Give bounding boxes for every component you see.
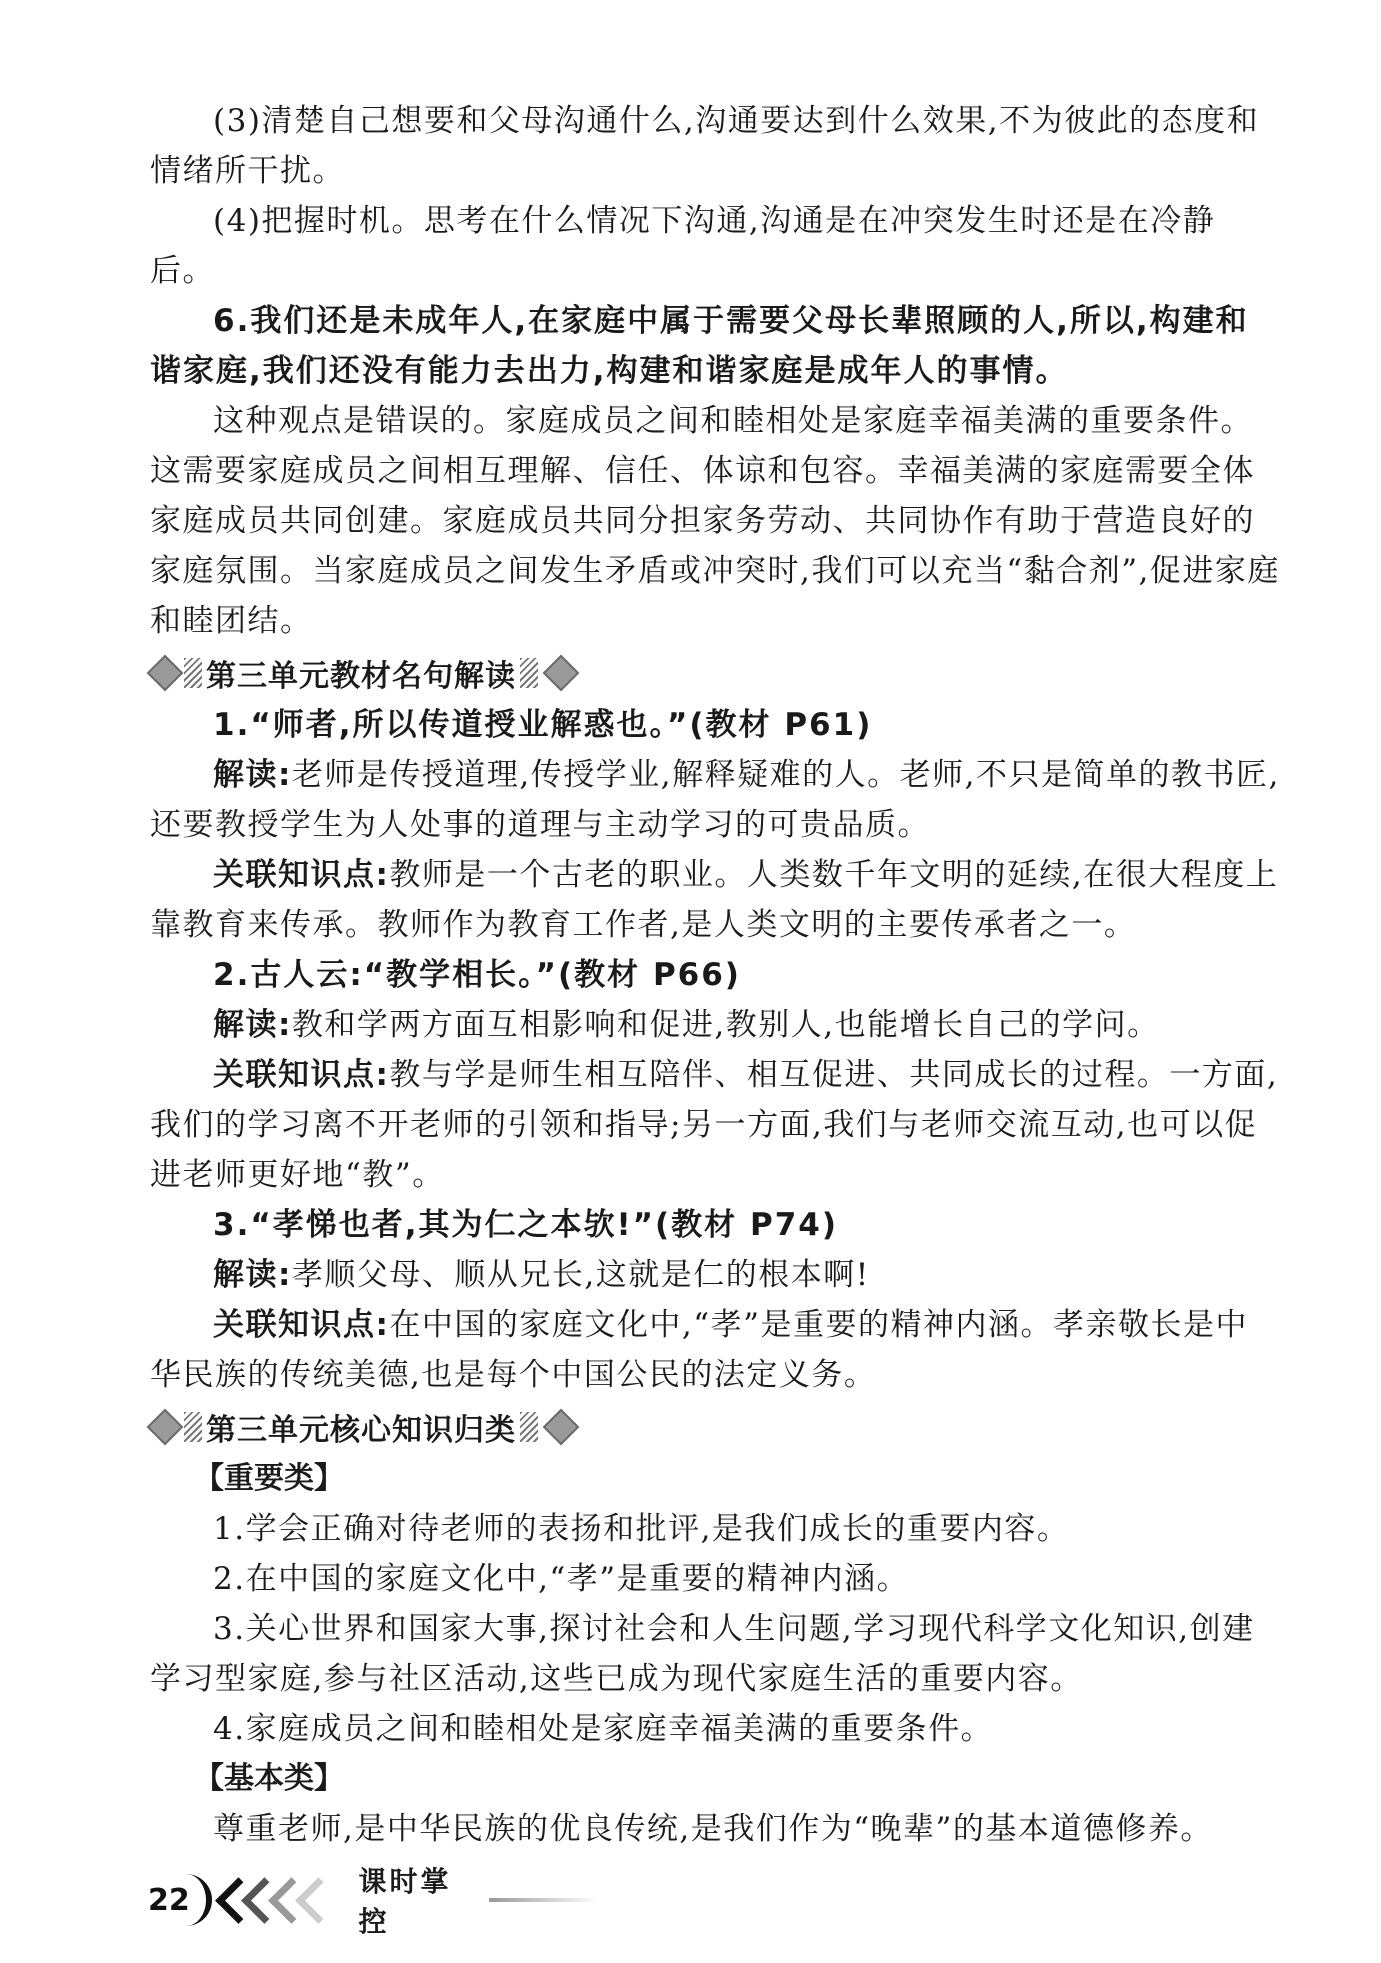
important-item: 2.在中国的家庭文化中,“孝”是重要的精神内涵。	[213, 1561, 910, 1597]
quote-3: 3.“孝悌也者,其为仁之本欤!”(教材 P74)	[213, 1207, 838, 1243]
section-header-quotes	[150, 648, 1280, 698]
important-item: 3.关心世界和国家大事,探讨社会和人生问题,学习现代科学文化知识,创建学习型家庭,参与社区活动,这些已成为现代家庭生活的重要内容。	[150, 1611, 1255, 1697]
interpretation-2	[150, 1000, 1280, 1050]
hatch-decoration	[184, 658, 202, 688]
knowledge-point-text: 在中国的家庭文化中,“孝”是重要的精神内涵。孝亲敬长是中华民族的传统美德,也是每个中国公民的法定义务。	[150, 1307, 1248, 1393]
chevron-left-icon	[295, 1877, 341, 1923]
quote-2: 2.古人云:“教学相长。”(教材 P66)	[213, 957, 741, 993]
diamond-icon	[543, 655, 580, 692]
knowledge-point-label: 关联知识点:	[213, 1057, 390, 1093]
quote-1: 1.“师者,所以传道授业解惑也。”(教材 P61)	[213, 707, 873, 743]
paragraph-point-3: (3)清楚自己想要和父母沟通什么,沟通要达到什么效果,不为彼此的态度和情绪所干扰。	[150, 103, 1260, 189]
hatch-decoration	[184, 1412, 202, 1442]
knowledge-point-2	[150, 1050, 1280, 1200]
section-title: 第三单元教材名句解读	[206, 659, 516, 694]
interpretation-label: 解读:	[213, 1257, 292, 1293]
knowledge-point-3	[150, 1300, 1280, 1400]
section-header-core	[150, 1402, 1280, 1452]
footer-title: 课时掌控	[358, 1865, 452, 1938]
crescent-icon	[184, 1874, 212, 1926]
interpretation-label: 解读:	[213, 1007, 292, 1043]
diamond-icon	[147, 1409, 184, 1446]
interpretation-3	[150, 1250, 1280, 1300]
diamond-icon	[147, 655, 184, 692]
page-footer	[148, 1865, 598, 1938]
interpretation-label: 解读:	[213, 757, 292, 793]
paragraph-point-4: (4)把握时机。思考在什么情况下沟通,沟通是在冲突发生时还是在冷静后。	[150, 203, 1216, 289]
interpretation-1	[150, 750, 1280, 850]
important-item: 1.学会正确对待老师的表扬和批评,是我们成长的重要内容。	[213, 1511, 1070, 1547]
interpretation-text: 老师是传授道理,传授学业,解释疑难的人。老师,不只是简单的教书匠,还要教授学生为人处事的道理与主动学习的可贵品质。	[150, 757, 1280, 843]
diamond-icon	[543, 1409, 580, 1446]
interpretation-text: 孝顺父母、顺从兄长,这就是仁的根本啊!	[291, 1257, 870, 1293]
knowledge-point-label: 关联知识点:	[213, 1307, 390, 1343]
hatch-decoration	[520, 1412, 538, 1442]
page-content	[150, 96, 1280, 1854]
page-number: 22	[148, 1882, 190, 1918]
knowledge-point-1	[150, 850, 1280, 950]
important-category-label: 【重要类】	[194, 1461, 344, 1496]
footer-stripe	[489, 1898, 598, 1902]
knowledge-point-text: 教师是一个古老的职业。人类数千年文明的延续,在很大程度上靠教育来传承。教师作为教育工作者,是人类文明的主要传承者之一。	[150, 857, 1279, 943]
answer-6: 这种观点是错误的。家庭成员之间和睦相处是家庭幸福美满的重要条件。这需要家庭成员之间相互理解、信任、体谅和包容。幸福美满的家庭需要全体家庭成员共同创建。家庭成员共同分担家务劳动、共同协作有助于营造良好的家庭氛围。当家庭成员之间发生矛盾或冲突时,我们可以充当“黏合剂”,促进家庭和睦团结。	[150, 403, 1280, 639]
interpretation-text: 教和学两方面互相影响和促进,教别人,也能增长自己的学问。	[291, 1007, 1160, 1043]
basic-item: 尊重老师,是中华民族的优良传统,是我们作为“晚辈”的基本道德修养。	[213, 1811, 1213, 1847]
knowledge-point-text: 教与学是师生相互陪伴、相互促进、共同成长的过程。一方面,我们的学习离不开老师的引领和指导;另一方面,我们与老师交流互动,也可以促进老师更好地“教”。	[150, 1057, 1279, 1193]
basic-category-label: 【基本类】	[194, 1761, 344, 1796]
knowledge-point-label: 关联知识点:	[213, 857, 390, 893]
important-item: 4.家庭成员之间和睦相处是家庭幸福美满的重要条件。	[213, 1711, 994, 1747]
section-title: 第三单元核心知识归类	[206, 1413, 516, 1448]
question-6: 6.我们还是未成年人,在家庭中属于需要父母长辈照顾的人,所以,构建和谐家庭,我们还没有能力去出力,构建和谐家庭是成年人的事情。	[150, 303, 1249, 389]
hatch-decoration	[520, 658, 538, 688]
